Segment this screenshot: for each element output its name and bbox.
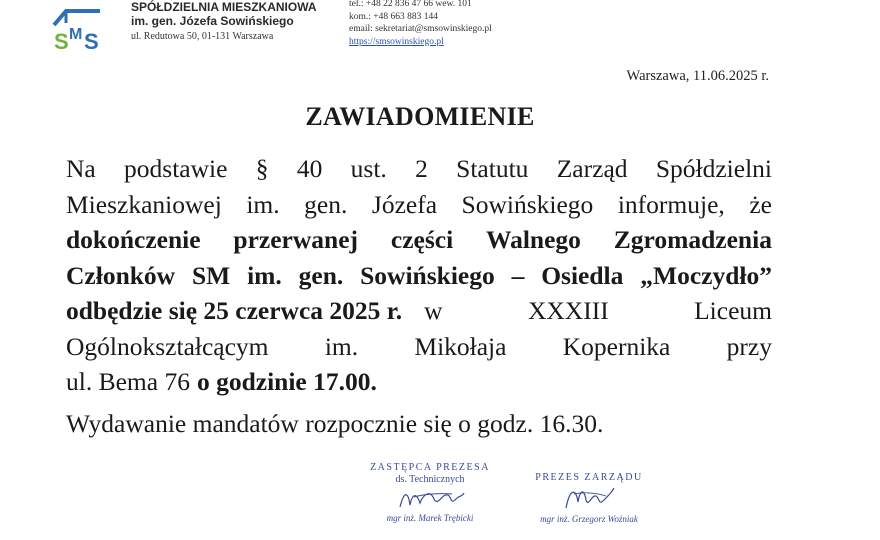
word: Liceum <box>694 296 772 325</box>
word: im. <box>247 260 282 290</box>
word: przy <box>726 331 772 361</box>
word: Józefa <box>371 189 438 219</box>
signature-role: ZASTĘPCA PREZESA <box>370 462 490 473</box>
meeting-address: ul. Bema 76 <box>66 367 190 396</box>
word: – <box>511 260 525 290</box>
contact-mobile: kom.: +48 663 883 144 <box>349 11 439 22</box>
svg-text:S: S <box>54 29 69 53</box>
website-link[interactable]: https://smsowinskiego.pl <box>349 36 444 47</box>
body-line-5-rest <box>402 293 772 329</box>
word: części <box>390 225 454 254</box>
document-date: Warszawa, 11.06.2025 r. <box>626 68 769 84</box>
signature-name: mgr inż. Grzegorz Woźniak <box>540 514 638 524</box>
word: 2 <box>415 154 428 183</box>
word: Osiedla <box>541 260 624 290</box>
word: że <box>749 189 772 219</box>
org-address: ul. Redutowa 50, 01-131 Warszawa <box>131 31 274 42</box>
signature-department: ds. Technicznych <box>395 474 465 485</box>
org-name-line1: SPÓŁDZIELNIA MIESZKANIOWA <box>131 0 317 14</box>
handwritten-signature-icon <box>390 485 470 513</box>
word: gen. <box>298 260 344 290</box>
signature-president <box>524 472 654 525</box>
contact-block <box>349 0 492 48</box>
contact-phone: tel.: +48 22 836 47 66 wew. 101 <box>349 0 472 9</box>
word: Statutu <box>456 154 529 183</box>
svg-text:M: M <box>69 26 83 43</box>
handwritten-signature-icon <box>554 484 624 514</box>
word: ust. <box>350 154 387 183</box>
word: Na <box>66 154 96 183</box>
meeting-time: o godzinie 17.00. <box>196 367 377 396</box>
word: Spółdzielni <box>655 154 772 183</box>
meeting-date-text: odbędzie się 25 czerwca 2025 r. <box>66 296 403 325</box>
body-line-4 <box>66 258 772 294</box>
signature-deputy-president <box>355 462 505 524</box>
mandates-note: Wydawanie mandatów rozpocznie się o godz. 16.30. <box>66 408 604 438</box>
body-line-5 <box>66 293 772 329</box>
notice-body <box>66 151 772 441</box>
word: SM <box>191 260 231 290</box>
organization-block <box>131 0 351 44</box>
body-line-1 <box>66 151 772 187</box>
word: informuje, <box>617 189 725 219</box>
body-line-6 <box>66 329 772 365</box>
word: Ogólnokształcącym <box>66 331 269 361</box>
body-line-3 <box>66 222 772 258</box>
word: Mikołaja <box>414 331 507 361</box>
signature-name: mgr inż. Marek Trębicki <box>386 513 474 523</box>
contact-email[interactable]: email: sekretariat@smsowinskiego.pl <box>349 24 492 34</box>
word: Mieszkaniowej <box>66 189 222 219</box>
word: gen. <box>304 189 348 219</box>
word: dokończenie <box>66 225 201 254</box>
word: „Moczydło” <box>640 260 772 290</box>
word: § <box>255 154 269 183</box>
word: Członków <box>66 260 176 290</box>
signature-role: PREZES ZARZĄDU <box>535 472 643 483</box>
org-name-line2: im. gen. Józefa Sowińskiego <box>131 14 294 28</box>
word: podstawie <box>124 154 228 183</box>
word: Sowińskiego <box>461 189 594 219</box>
word: w <box>424 296 443 325</box>
word: XXXIII <box>527 296 609 325</box>
sms-logo-icon <box>50 3 108 53</box>
body-line-2 <box>66 187 772 223</box>
word: Zgromadzenia <box>613 225 772 254</box>
body-line-7 <box>66 364 772 400</box>
word: Zarząd <box>556 154 628 183</box>
organization-logo <box>50 3 108 53</box>
word: 40 <box>296 154 323 183</box>
word: Sowińskiego <box>360 260 495 290</box>
word: Kopernika <box>562 331 671 361</box>
word: im. <box>246 189 280 219</box>
word: im. <box>324 331 359 361</box>
word: przerwanej <box>233 225 359 254</box>
svg-text:S: S <box>84 29 99 53</box>
word: Walnego <box>485 225 581 254</box>
document-title: ZAWIADOMIENIE <box>305 102 535 131</box>
